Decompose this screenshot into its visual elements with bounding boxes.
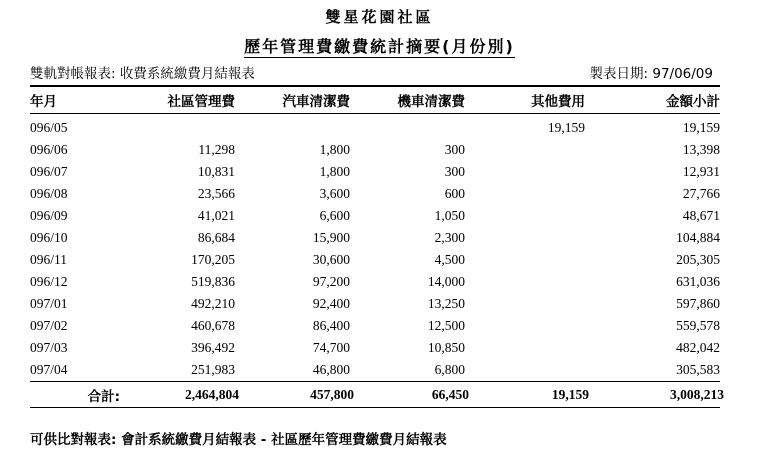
table-row — [30, 271, 720, 293]
cell-scooter-cleaning-fee: 14,000 — [427, 274, 465, 289]
cell-subtotal: 305,583 — [676, 362, 720, 377]
cell-other-fees — [465, 183, 585, 205]
cell-month: 096/08 — [30, 186, 68, 201]
total-car-cleaning-fee: 457,800 — [310, 386, 354, 402]
cell-car-cleaning-fee: 74,700 — [312, 340, 350, 355]
col-header-subtotal: 金額小計 — [666, 93, 720, 110]
table-row — [30, 139, 720, 161]
cell-scooter-cleaning-fee: 300 — [444, 164, 465, 179]
cell-management-fee: 460,678 — [191, 318, 235, 333]
cell-scooter-cleaning-fee: 1,050 — [434, 208, 465, 223]
cell-subtotal: 19,159 — [682, 120, 720, 135]
table-row — [30, 227, 720, 249]
cell-car-cleaning-fee: 97,200 — [312, 274, 350, 289]
cell-other-fees — [465, 139, 585, 161]
col-header-management-fee: 社區管理費 — [167, 93, 235, 110]
cell-subtotal: 13,398 — [682, 142, 720, 157]
rule-above-total — [30, 381, 720, 382]
cell-other-fees — [465, 293, 585, 315]
report-title-text: 歷年管理費繳費統計摘要(月份別) — [244, 37, 515, 56]
cell-subtotal: 482,042 — [676, 340, 720, 355]
cell-scooter-cleaning-fee: 13,250 — [427, 296, 465, 311]
cell-management-fee: 251,983 — [191, 362, 235, 377]
cell-management-fee: 41,021 — [197, 208, 235, 223]
cell-month: 097/02 — [30, 318, 68, 333]
cell-management-fee: 170,205 — [191, 252, 235, 267]
cell-scooter-cleaning-fee: 4,500 — [434, 252, 465, 267]
cell-month: 096/11 — [30, 252, 67, 267]
cell-month: 097/04 — [30, 362, 68, 377]
total-subtotal: 3,008,213 — [670, 386, 724, 402]
fee-summary-table — [30, 86, 720, 381]
table-row — [30, 337, 720, 359]
cell-month: 096/12 — [30, 274, 68, 289]
cell-management-fee — [120, 113, 235, 139]
cell-subtotal: 27,766 — [682, 186, 720, 201]
cell-scooter-cleaning-fee: 2,300 — [434, 230, 465, 245]
cell-month: 096/10 — [30, 230, 68, 245]
cell-scooter-cleaning-fee: 600 — [444, 186, 465, 201]
comparable-reports-note: 可供比對報表: 會計系統繳費月結報表 - 社區歷年管理費繳費月結報表 — [30, 432, 447, 448]
cell-management-fee: 519,836 — [191, 274, 235, 289]
cell-car-cleaning-fee: 3,600 — [319, 186, 350, 201]
cell-other-fees — [465, 271, 585, 293]
cell-management-fee: 492,210 — [191, 296, 235, 311]
report-title — [0, 34, 759, 57]
cell-subtotal: 559,578 — [676, 318, 720, 333]
cell-other-fees — [465, 315, 585, 337]
table-row — [30, 183, 720, 205]
cell-month: 097/03 — [30, 340, 68, 355]
reconcile-report-label: 雙軌對帳報表: 收費系統繳費月結報表 — [30, 66, 255, 82]
table-row — [30, 205, 720, 227]
cell-scooter-cleaning-fee — [350, 113, 465, 139]
cell-car-cleaning-fee: 30,600 — [312, 252, 350, 267]
cell-management-fee: 11,298 — [198, 142, 235, 157]
cell-car-cleaning-fee: 92,400 — [312, 296, 350, 311]
col-header-car-cleaning-fee: 汽車清潔費 — [282, 93, 350, 110]
total-management-fee: 2,464,804 — [185, 386, 239, 402]
totals-row — [30, 383, 724, 406]
cell-subtotal: 104,884 — [676, 230, 720, 245]
cell-month: 096/06 — [30, 142, 68, 157]
cell-management-fee: 10,831 — [197, 164, 235, 179]
cell-scooter-cleaning-fee: 300 — [444, 142, 465, 157]
cell-month: 096/09 — [30, 208, 68, 223]
report-date: 製表日期: 97/06/09 — [589, 66, 713, 82]
cell-management-fee: 86,684 — [197, 230, 235, 245]
table-row — [30, 161, 720, 183]
cell-management-fee: 396,492 — [191, 340, 235, 355]
cell-car-cleaning-fee: 86,400 — [312, 318, 350, 333]
cell-car-cleaning-fee — [235, 113, 350, 139]
total-scooter-cleaning-fee: 66,450 — [431, 386, 469, 402]
cell-car-cleaning-fee: 1,800 — [319, 164, 350, 179]
cell-other-fees — [465, 337, 585, 359]
table-row — [30, 359, 720, 381]
table-row — [30, 249, 720, 271]
col-header-other-fees: 其他費用 — [531, 93, 585, 110]
cell-other-fees — [465, 205, 585, 227]
cell-month: 096/05 — [30, 120, 68, 135]
table-row — [30, 315, 720, 337]
rule-bottom — [30, 407, 720, 408]
cell-scooter-cleaning-fee: 6,800 — [434, 362, 465, 377]
cell-management-fee: 23,566 — [197, 186, 235, 201]
table-header-row — [30, 86, 720, 113]
total-other-fees: 19,159 — [551, 386, 589, 402]
cell-other-fees — [465, 161, 585, 183]
table-body — [30, 113, 720, 381]
cell-subtotal: 631,036 — [676, 274, 720, 289]
cell-month: 096/07 — [30, 164, 68, 179]
cell-other-fees — [465, 227, 585, 249]
totals-label: 合計: — [87, 388, 120, 405]
cell-other-fees — [465, 359, 585, 381]
cell-subtotal: 48,671 — [682, 208, 720, 223]
cell-car-cleaning-fee: 1,800 — [319, 142, 350, 157]
col-header-scooter-cleaning-fee: 機車清潔費 — [397, 93, 465, 110]
cell-other-fees: 19,159 — [547, 120, 585, 135]
cell-other-fees — [465, 249, 585, 271]
cell-subtotal: 12,931 — [682, 164, 720, 179]
cell-car-cleaning-fee: 46,800 — [312, 362, 350, 377]
community-name: 雙星花園社區 — [325, 8, 434, 26]
cell-subtotal: 597,860 — [676, 296, 720, 311]
cell-subtotal: 205,305 — [676, 252, 720, 267]
cell-car-cleaning-fee: 6,600 — [319, 208, 350, 223]
col-header-month: 年月 — [30, 93, 57, 110]
cell-scooter-cleaning-fee: 10,850 — [427, 340, 465, 355]
table-row — [30, 113, 720, 139]
cell-scooter-cleaning-fee: 12,500 — [427, 318, 465, 333]
cell-month: 097/01 — [30, 296, 68, 311]
table-row — [30, 293, 720, 315]
cell-car-cleaning-fee: 15,900 — [312, 230, 350, 245]
